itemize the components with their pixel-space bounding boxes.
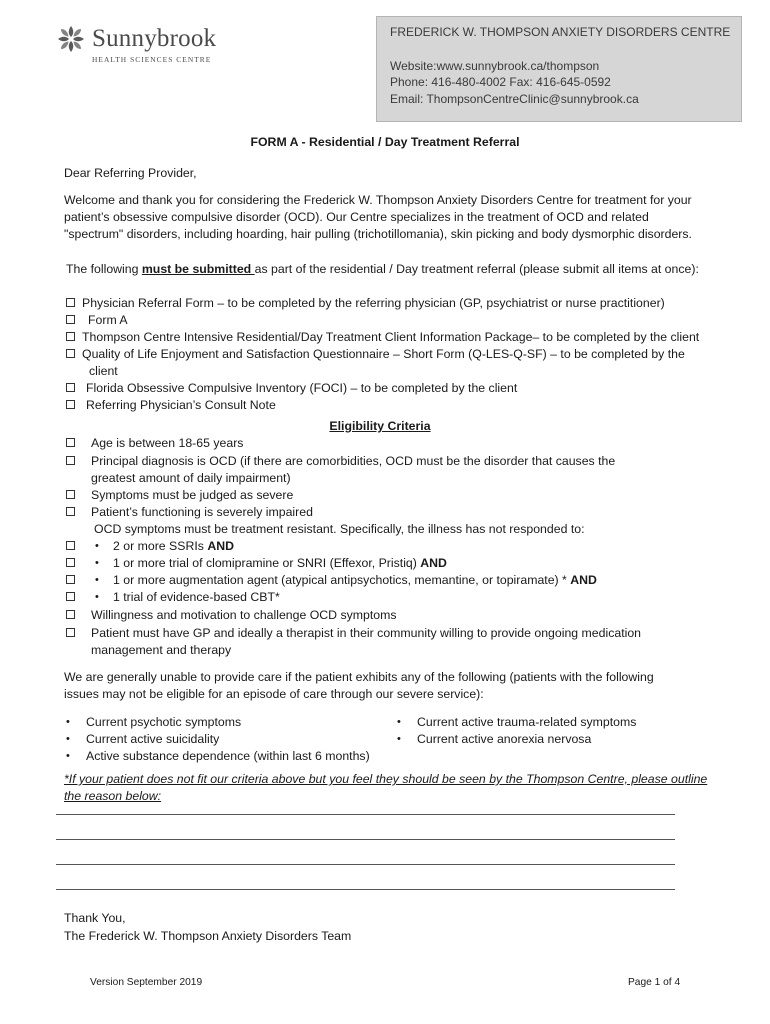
criterion-augmentation: 1 or more augmentation agent (atypical antipsychotics, memantine, or topiramate) * AND: [113, 573, 597, 587]
submit-pre: The following: [66, 262, 142, 276]
criterion-impaired: Patient’s functioning is severely impaired: [91, 505, 313, 519]
checkbox-age[interactable]: [66, 438, 75, 447]
checkbox-augmentation[interactable]: [66, 575, 75, 584]
checkbox-form-a[interactable]: [66, 315, 75, 324]
submit-post: as part of the residential / Day treatment referral (please submit all items at once):: [254, 262, 699, 276]
checkbox-client-package[interactable]: [66, 332, 75, 341]
eligibility-heading: Eligibility Criteria: [329, 419, 431, 433]
criterion-gp-cont: management and therapy: [91, 643, 232, 657]
reason-line-4[interactable]: [56, 889, 675, 890]
closing-team: The Frederick W. Thompson Anxiety Disorders Team: [64, 929, 352, 943]
logo-name: Sunnybrook: [92, 25, 217, 52]
intro-line-1: Welcome and thank you for considering the Frederick W. Thompson Anxiety Disorders Centre for treatment for your: [64, 193, 692, 207]
checkbox-consult-note[interactable]: [66, 400, 75, 409]
checkbox-foci[interactable]: [66, 383, 75, 392]
checkbox-clomipramine[interactable]: [66, 558, 75, 567]
checkbox-ssri[interactable]: [66, 541, 75, 550]
contact-box: [376, 16, 742, 122]
form-title: FORM A - Residential / Day Treatment Referral: [250, 135, 520, 149]
checkbox-qles-q[interactable]: [66, 349, 75, 358]
criterion-diagnosis: Principal diagnosis is OCD (if there are comorbidities, OCD must be the disorder that causes the: [91, 454, 616, 468]
checkbox-gp[interactable]: [66, 628, 75, 637]
bullet-icon: •: [66, 750, 70, 762]
criterion-severe: Symptoms must be judged as severe: [91, 488, 294, 502]
exclusion-line-1: We are generally unable to provide care if the patient exhibits any of the following (patients with the following: [64, 670, 654, 684]
exclusion-substance: Active substance dependence (within last 6 months): [86, 749, 370, 763]
reason-line-3[interactable]: [56, 864, 675, 865]
checkbox-impaired[interactable]: [66, 507, 75, 516]
checkbox-willingness[interactable]: [66, 610, 75, 619]
bullet-icon: •: [66, 733, 70, 745]
outline-note-line-1: *If your patient does not fit our criteria above but you feel they should be seen by the Thompson Centre, please outline: [64, 772, 708, 786]
criterion-ssri: 2 or more SSRIs AND: [113, 539, 234, 553]
checkbox-physician-referral[interactable]: [66, 298, 75, 307]
submit-item-qles-q-cont: client: [89, 364, 118, 378]
bullet-icon: •: [95, 574, 99, 586]
criterion-age: Age is between 18-65 years: [91, 436, 244, 450]
criterion-gp: Patient must have GP and ideally a therapist in their community willing to provide ongoing medication: [91, 626, 642, 640]
criterion-diagnosis-cont: greatest amount of daily impairment): [91, 471, 291, 485]
bullet-icon: •: [397, 716, 401, 728]
checkbox-cbt[interactable]: [66, 592, 75, 601]
submit-instruction: [66, 261, 736, 278]
bullet-icon: •: [95, 557, 99, 569]
reason-line-1[interactable]: [56, 814, 675, 815]
submit-item-physician-referral: Physician Referral Form – to be completed by the referring physician (GP, psychiatrist or nurse practitioner): [82, 296, 665, 310]
centre-name: FREDERICK W. THOMPSON ANXIETY DISORDERS CENTRE: [390, 25, 731, 39]
submit-item-qles-q: Quality of Life Enjoyment and Satisfaction Questionnaire – Short Form (Q-LES-Q-SF) – to be completed by the: [82, 347, 685, 361]
exclusion-line-2: issues may not be eligible for an episode of care through our severe service):: [64, 687, 484, 701]
bullet-icon: •: [95, 591, 99, 603]
intro-line-2: patient’s obsessive compulsive disorder (OCD). Our Centre specializes in the treatment of OCD and related: [64, 210, 649, 224]
bullet-icon: •: [397, 733, 401, 745]
checkbox-severe[interactable]: [66, 490, 75, 499]
phone-text: Phone: 416-480-4002 Fax: 416-645-0592: [390, 75, 611, 89]
logo-subtitle: HEALTH SCIENCES CENTRE: [92, 55, 212, 64]
closing-thanks: Thank You,: [64, 911, 126, 925]
reason-line-2[interactable]: [56, 839, 675, 840]
bullet-icon: •: [95, 540, 99, 552]
criterion-cbt: 1 trial of evidence-based CBT*: [113, 590, 280, 604]
outline-note-line-2: the reason below:: [64, 789, 162, 803]
footer-page-number: Page 1 of 4: [628, 977, 681, 988]
criterion-willingness: Willingness and motivation to challenge OCD symptoms: [91, 608, 397, 622]
website-text: Website:www.sunnybrook.ca/thompson: [390, 58, 600, 73]
exclusion-psychotic: Current psychotic symptoms: [86, 715, 242, 729]
submit-item-consult-note: Referring Physician’s Consult Note: [86, 398, 276, 412]
exclusion-suicidality: Current active suicidality: [86, 732, 220, 746]
footer-version: Version September 2019: [90, 977, 203, 988]
exclusion-trauma: Current active trauma-related symptoms: [417, 715, 637, 729]
submit-item-form-a: Form A: [88, 313, 128, 327]
leaf-logo-icon: [56, 24, 86, 54]
email-text: Email: ThompsonCentreClinic@sunnybrook.ca: [390, 91, 639, 106]
checkbox-diagnosis[interactable]: [66, 456, 75, 465]
intro-line-3: "spectrum" disorders, including hoarding, hair pulling (trichotillomania), skin picking and body dysmorphic disorders.: [64, 227, 692, 241]
greeting: Dear Referring Provider,: [64, 166, 197, 180]
criterion-resistant: OCD symptoms must be treatment resistant. Specifically, the illness has not responded to:: [94, 522, 585, 536]
bullet-icon: •: [66, 716, 70, 728]
submit-item-client-package: Thompson Centre Intensive Residential/Day Treatment Client Information Package– to be completed by the client: [82, 330, 700, 344]
submit-item-foci: Florida Obsessive Compulsive Inventory (FOCI) – to be completed by the client: [86, 381, 518, 395]
submit-emphasis: must be submitted: [141, 262, 255, 276]
criterion-clomipramine: 1 or more trial of clomipramine or SNRI (Effexor, Pristiq) AND: [113, 556, 447, 570]
sunnybrook-logo: [56, 24, 236, 72]
exclusion-anorexia: Current active anorexia nervosa: [417, 732, 592, 746]
